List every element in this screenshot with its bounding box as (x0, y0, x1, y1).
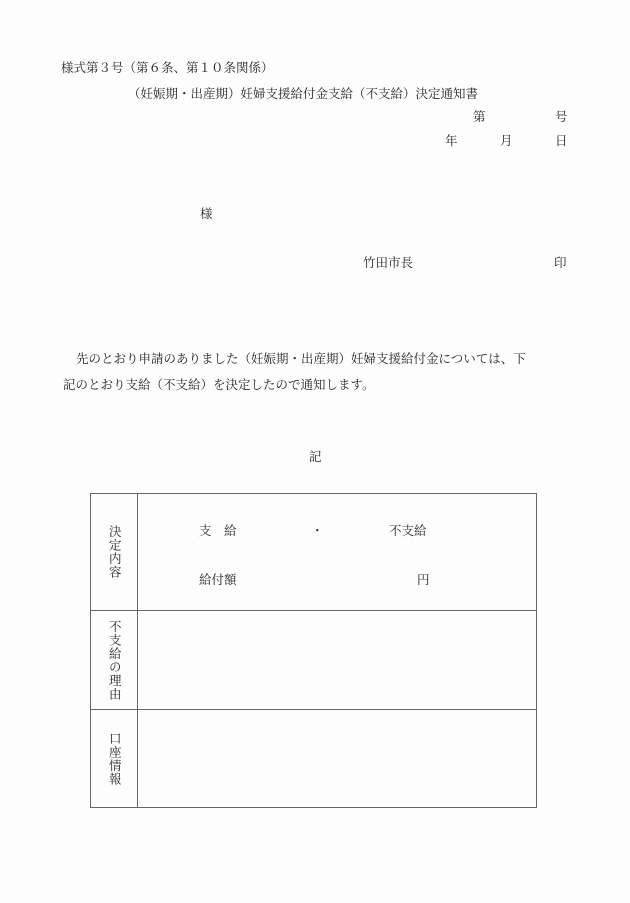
decision-table (90, 493, 537, 808)
option-nopay[interactable]: 不支給 (389, 523, 427, 538)
decision-content-cell (137, 494, 536, 610)
date-month-label: 月 (500, 133, 513, 148)
decision-label-cell (91, 494, 138, 610)
decision-label: 決定内容 (107, 525, 123, 579)
number-suffix: 号 (555, 109, 568, 124)
body-text-line-2: 記のとおり支給（不支給）を決定したので通知します。 (63, 377, 375, 392)
account-info-row (91, 710, 536, 808)
number-field[interactable] (490, 108, 550, 124)
ki-heading: 記 (309, 449, 322, 464)
date-year-label: 年 (445, 133, 458, 148)
number-prefix: 第 (473, 109, 486, 124)
issuer-name: 竹田市長 (363, 255, 414, 270)
account-info-label: 口座情報 (107, 732, 123, 786)
amount-label: 給付額 (199, 572, 237, 587)
refusal-reason-label: 不支給の理由 (107, 619, 123, 701)
amount-field[interactable] (262, 570, 412, 586)
option-pay[interactable]: 支 給 (199, 523, 237, 538)
recipient-suffix: 様 (200, 206, 213, 221)
refusal-reason-label-cell (91, 611, 138, 709)
option-separator: ・ (311, 523, 324, 538)
form-number: 様式第３号（第６条、第１０条関係） (61, 60, 274, 75)
decision-row (91, 494, 536, 611)
refusal-reason-row (91, 611, 536, 710)
refusal-reason-field[interactable] (137, 611, 536, 709)
document-title: （妊娠期・出産期）妊婦支援給付金支給（不支給）決定通知書 (128, 86, 479, 101)
account-info-field[interactable] (137, 710, 536, 808)
amount-unit: 円 (417, 572, 430, 587)
account-info-label-cell (91, 710, 138, 808)
date-day-label: 日 (555, 133, 568, 148)
seal-mark: 印 (554, 255, 567, 270)
body-text-line-1: 先のとおり申請のありました（妊娠期・出産期）妊婦支援給付金については、下 (76, 351, 526, 366)
